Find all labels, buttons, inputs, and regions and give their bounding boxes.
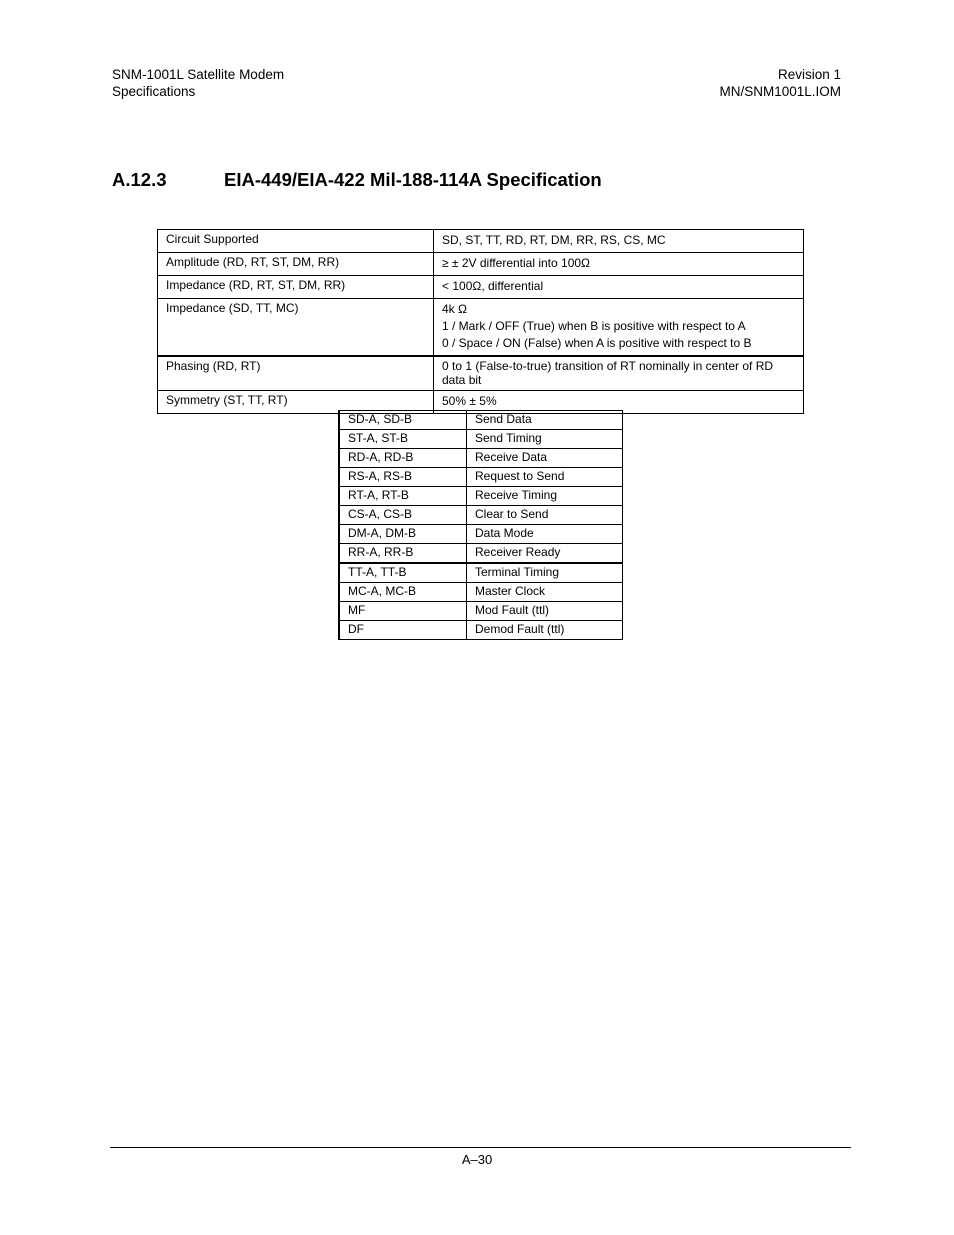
spec-value: 0 to 1 (False-to-true) transition of RT nominally in center of RD data bit <box>434 356 804 391</box>
signal-name: Request to Send <box>467 468 623 487</box>
specification-table <box>157 229 804 414</box>
signal-name: Demod Fault (ttl) <box>467 621 623 640</box>
spec-parameter: Symmetry (ST, TT, RT) <box>158 391 434 414</box>
pin-name: TT-A, TT-B <box>339 563 467 583</box>
pin-name: RR-A, RR-B <box>339 544 467 564</box>
pin-name: RT-A, RT-B <box>339 487 467 506</box>
pin-name: DM-A, DM-B <box>339 525 467 544</box>
table-row <box>339 525 623 544</box>
table-row <box>339 621 623 640</box>
section-heading <box>112 169 602 191</box>
signal-name: Send Data <box>467 411 623 430</box>
signal-name: Clear to Send <box>467 506 623 525</box>
page-number: A–30 <box>461 1152 493 1167</box>
table-row <box>339 506 623 525</box>
section-number: A.12.3 <box>112 169 167 190</box>
document-id: MN/SNM1001L.IOM <box>719 83 841 99</box>
spec-value: 4k Ω 1 / Mark / OFF (True) when B is positive with respect to A 0 / Space / ON (False) when A is positive with respect to B <box>434 299 804 357</box>
pin-name: MF <box>339 602 467 621</box>
signal-name: Receive Timing <box>467 487 623 506</box>
page-header-left <box>112 67 284 100</box>
spec-value: ≥ ± 2V differential into 100Ω <box>434 253 804 276</box>
table-row <box>339 449 623 468</box>
page-header-right <box>719 67 841 100</box>
spec-value: 50% ± 5% <box>434 391 804 414</box>
signal-name: Master Clock <box>467 583 623 602</box>
pin-assignment-table <box>338 410 623 640</box>
pin-name: MC-A, MC-B <box>339 583 467 602</box>
spec-value: < 100Ω, differential <box>434 276 804 299</box>
signal-name: Mod Fault (ttl) <box>467 602 623 621</box>
pin-name: ST-A, ST-B <box>339 430 467 449</box>
spec-value: SD, ST, TT, RD, RT, DM, RR, RS, CS, MC <box>434 230 804 253</box>
document-revision: Revision 1 <box>777 67 841 82</box>
table-row <box>339 430 623 449</box>
pin-name: CS-A, CS-B <box>339 506 467 525</box>
signal-name: Receive Data <box>467 449 623 468</box>
signal-name: Send Timing <box>467 430 623 449</box>
pin-name: DF <box>339 621 467 640</box>
pin-name: RS-A, RS-B <box>339 468 467 487</box>
section-title: EIA-449/EIA-422 Mil-188-114A Specification <box>224 169 602 190</box>
table-row <box>339 583 623 602</box>
signal-name: Terminal Timing <box>467 563 623 583</box>
table-row <box>158 299 804 357</box>
spec-parameter: Impedance (RD, RT, ST, DM, RR) <box>158 276 434 299</box>
table-row <box>339 487 623 506</box>
table-row <box>339 563 623 583</box>
pin-name: RD-A, RD-B <box>339 449 467 468</box>
spec-parameter: Phasing (RD, RT) <box>158 356 434 391</box>
table-row <box>158 253 804 276</box>
table-row <box>339 602 623 621</box>
table-row <box>339 468 623 487</box>
table-row <box>158 230 804 253</box>
signal-name: Receiver Ready <box>467 544 623 564</box>
spec-parameter: Impedance (SD, TT, MC) <box>158 299 434 357</box>
footer-divider <box>110 1147 851 1148</box>
spec-parameter: Circuit Supported <box>158 230 434 253</box>
pin-name: SD-A, SD-B <box>339 411 467 430</box>
document-title: SNM-1001L Satellite Modem <box>112 67 285 82</box>
table-row <box>339 544 623 564</box>
document-chapter: Specifications <box>112 83 196 99</box>
table-row <box>158 276 804 299</box>
table-row <box>339 411 623 430</box>
table-row <box>158 356 804 391</box>
signal-name: Data Mode <box>467 525 623 544</box>
spec-parameter: Amplitude (RD, RT, ST, DM, RR) <box>158 253 434 276</box>
